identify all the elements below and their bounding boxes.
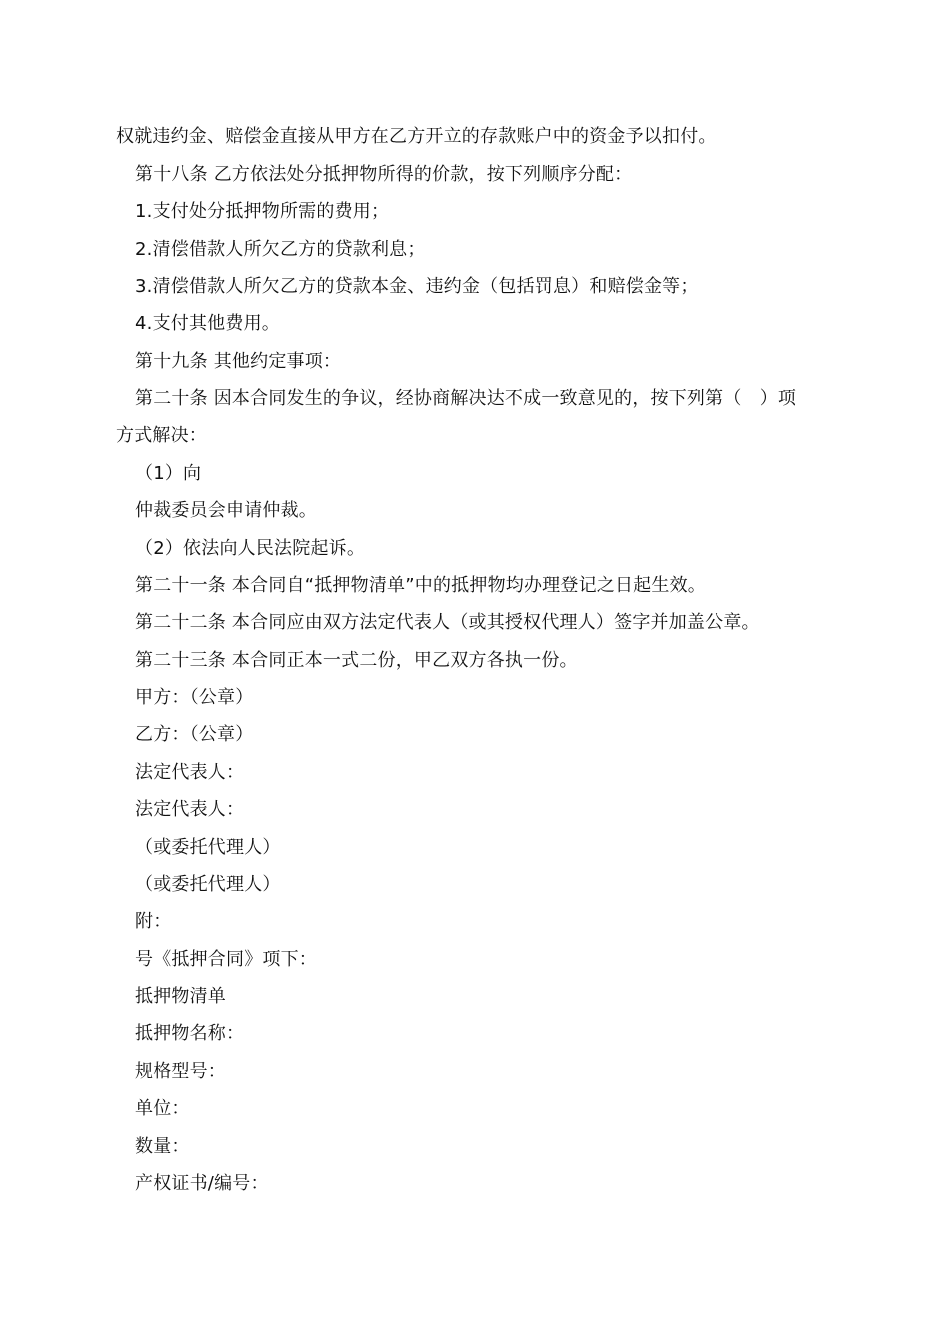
article-18: 第十八条 乙方依法处分抵押物所得的价款，按下列顺序分配： bbox=[135, 164, 633, 185]
party-b-seal: 乙方：（公章） bbox=[135, 724, 254, 745]
article-23: 第二十三条 本合同正本一式二份，甲乙双方各执一份。 bbox=[135, 650, 578, 671]
text-line-continuation: 权就违约金、赔偿金直接从甲方在乙方开立的存款账户中的资金予以扣付。 bbox=[116, 126, 717, 147]
collateral-list-title: 抵押物清单 bbox=[135, 986, 226, 1007]
list-item-3: 3.清偿借款人所欠乙方的贷款本金、违约金（包括罚息）和赔偿金等； bbox=[135, 276, 699, 297]
property-certificate-field: 产权证书/编号： bbox=[135, 1173, 269, 1194]
specification-field: 规格型号： bbox=[135, 1061, 226, 1082]
legal-representative-b: 法定代表人： bbox=[135, 799, 245, 820]
article-20: 第二十条 因本合同发生的争议，经协商解决达不成一致意见的，按下列第（ ）项 bbox=[135, 388, 797, 409]
collateral-name-field: 抵押物名称： bbox=[135, 1023, 245, 1044]
contract-reference: 号《抵押合同》项下： bbox=[135, 949, 317, 970]
option-1-continuation: 仲裁委员会申请仲裁。 bbox=[135, 500, 317, 521]
party-a-seal: 甲方：（公章） bbox=[135, 687, 254, 708]
article-19: 第十九条 其他约定事项： bbox=[135, 351, 342, 372]
option-2: （2）依法向人民法院起诉。 bbox=[135, 538, 366, 559]
legal-representative-a: 法定代表人： bbox=[135, 762, 245, 783]
list-item-1: 1.支付处分抵押物所需的费用； bbox=[135, 201, 390, 222]
authorized-agent-a: （或委托代理人） bbox=[135, 837, 281, 858]
list-item-4: 4.支付其他费用。 bbox=[135, 313, 280, 334]
authorized-agent-b: （或委托代理人） bbox=[135, 874, 281, 895]
quantity-field: 数量： bbox=[135, 1136, 190, 1157]
unit-field: 单位： bbox=[135, 1098, 190, 1119]
article-20-continuation: 方式解决： bbox=[116, 425, 207, 446]
article-22: 第二十二条 本合同应由双方法定代表人（或其授权代理人）签字并加盖公章。 bbox=[135, 612, 760, 633]
option-1: （1）向 bbox=[135, 463, 202, 484]
list-item-2: 2.清偿借款人所欠乙方的贷款利息； bbox=[135, 239, 426, 260]
attachment-label: 附： bbox=[135, 911, 172, 932]
article-21: 第二十一条 本合同自“抵押物清单”中的抵押物均办理登记之日起生效。 bbox=[135, 575, 706, 596]
